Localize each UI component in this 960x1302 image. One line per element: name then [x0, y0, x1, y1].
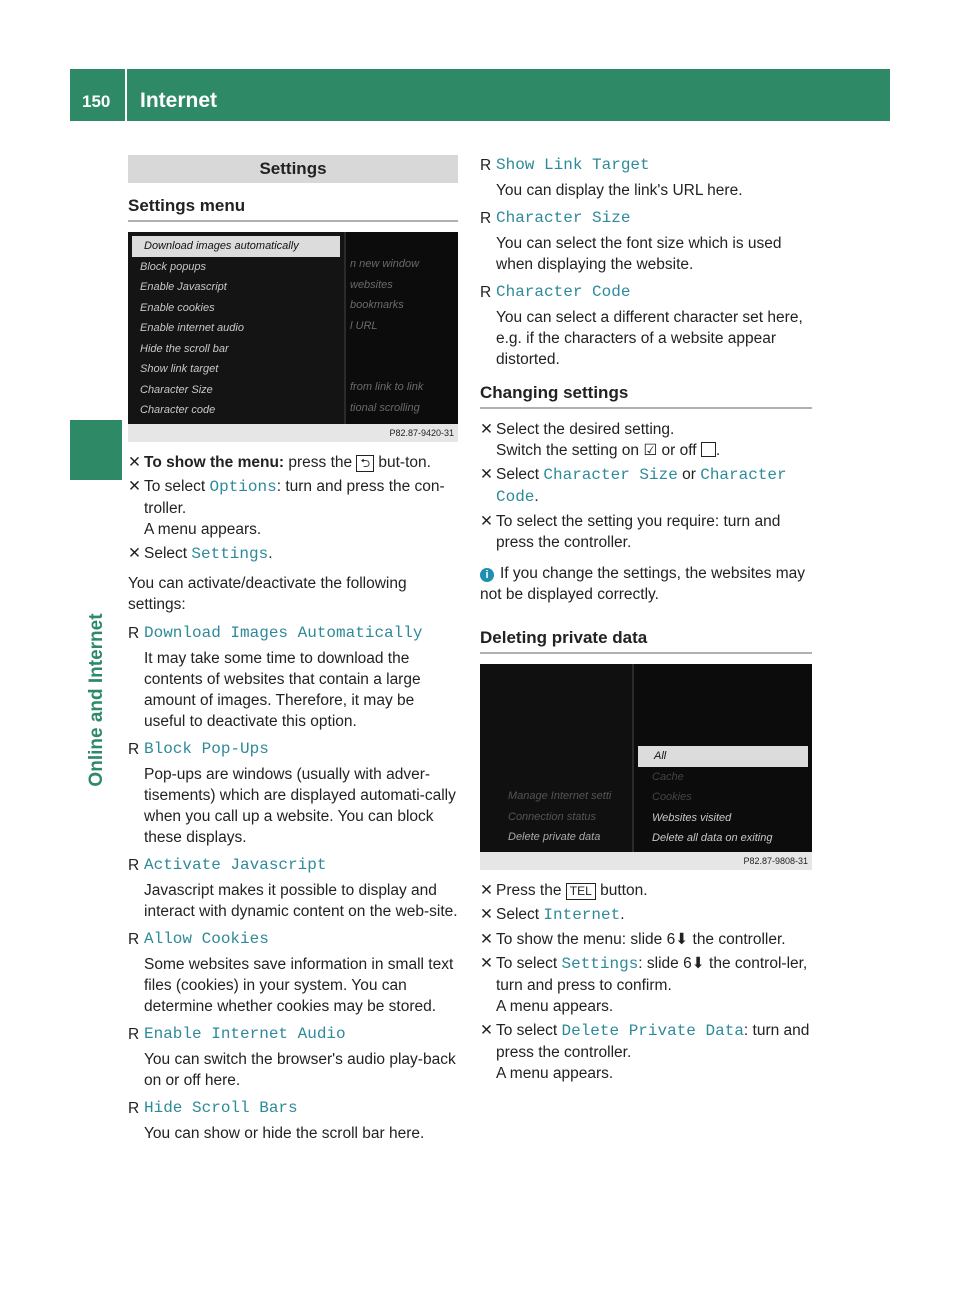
setting-bullet: R Enable Internet Audio You can switch the browser's audio play-back on or off here. — [128, 1024, 458, 1091]
deleting-data-title: Deleting private data — [480, 627, 812, 654]
step — [480, 419, 812, 461]
step-arrow-icon: ✕ — [480, 513, 493, 530]
setting-desc: You can select the font size which is used when displaying the website. — [496, 235, 782, 273]
menu-item: Block popups — [140, 260, 207, 273]
step-text: Select — [496, 466, 544, 483]
step-text: To select the setting you require: turn and press the controller. — [496, 513, 781, 551]
step — [480, 880, 812, 901]
background-menu-list — [348, 232, 458, 424]
setting-name: Show Link Target — [496, 156, 650, 174]
step-text: or off — [657, 442, 701, 459]
setting-bullet: R Hide Scroll Bars You can show or hide the scroll bar here. — [128, 1098, 458, 1144]
step-text: Switch the setting on — [496, 442, 644, 459]
background-item: l URL — [350, 319, 378, 332]
menu-code: Character Size — [543, 466, 678, 484]
step-arrow-icon: ✕ — [480, 955, 493, 972]
setting-name: Activate Javascript — [144, 856, 327, 874]
step — [128, 543, 458, 565]
menu-item: Websites visited — [652, 811, 732, 824]
setting-name: Character Code — [496, 283, 631, 301]
step-text: button. — [595, 882, 648, 899]
step — [480, 1020, 812, 1084]
step-arrow-icon: ✕ — [480, 882, 493, 899]
intro-text: You can activate/deactivate the following settings: — [128, 575, 407, 613]
setting-desc: You can select a different character set here, e.g. if the characters of a website appear distorted. — [496, 309, 803, 368]
step-text: but-ton. — [374, 454, 431, 471]
step-text: or — [677, 466, 701, 483]
setting-desc: You can switch the browser's audio play-back on or off here. — [144, 1051, 456, 1089]
background-item: from link to link — [350, 381, 424, 393]
step — [480, 929, 812, 950]
menu-item: Delete all data on exiting — [652, 832, 773, 844]
step-text: . — [715, 442, 721, 459]
step-text: : slide — [638, 955, 684, 972]
menu-code: Settings — [561, 955, 639, 973]
step-text: To select — [144, 478, 210, 495]
step-text: A menu appears. — [496, 998, 614, 1015]
step-arrow-icon: ✕ — [480, 1022, 493, 1039]
menu-item: Cookies — [652, 791, 692, 803]
step-text: press the — [284, 454, 357, 471]
page-title: Internet — [140, 89, 218, 112]
step-arrow-icon: ✕ — [128, 478, 141, 495]
side-chapter-label: Online and Internet — [86, 613, 107, 787]
step — [480, 904, 812, 926]
step-text: the control-ler, turn and press to confirm. — [496, 955, 808, 994]
menu-code: Delete Private Data — [561, 1022, 744, 1040]
setting-bullet: R Show Link Target You can display the link's URL here. — [480, 155, 812, 201]
setting-bullet: R Character Size You can select the font size which is used when displaying the website. — [480, 208, 812, 275]
setting-desc: You can show or hide the scroll bar here. — [144, 1125, 425, 1142]
step-arrow-icon: ✕ — [480, 906, 493, 923]
step-text: A menu appears. — [144, 521, 262, 538]
step-text: To select — [496, 1022, 562, 1039]
menu-item: Manage Internet setti — [508, 790, 612, 802]
background-item: websites — [350, 278, 393, 291]
setting-desc: You can display the link's URL here. — [496, 182, 743, 199]
back-key-icon: ⮌ — [356, 455, 374, 472]
controller-slide-icon: 6⬇ — [683, 955, 705, 972]
checked-box-icon: ☑ — [643, 442, 658, 459]
menu-item: Hide the scroll bar — [140, 342, 229, 355]
unchecked-box-icon — [701, 442, 716, 457]
menu-item: Enable internet audio — [140, 322, 244, 334]
section-title: Settings — [128, 155, 458, 183]
menu-item: Enable cookies — [140, 301, 215, 314]
setting-name: Allow Cookies — [144, 930, 269, 948]
step-text: Select — [144, 545, 192, 562]
background-item: bookmarks — [350, 299, 404, 311]
setting-name: Enable Internet Audio — [144, 1025, 346, 1043]
left-menu-panel — [480, 664, 634, 852]
setting-desc: It may take some time to download the contents of websites that contain a large amount of images. Therefore, it may be useful to deactivate this option. — [144, 650, 421, 730]
step-text: To select — [496, 955, 562, 972]
step-arrow-icon: ✕ — [480, 466, 493, 483]
changing-settings-title: Changing settings — [480, 382, 812, 409]
settings-menu-list — [128, 232, 346, 424]
step — [128, 452, 458, 473]
setting-name: Download Images Automatically — [144, 624, 423, 642]
image-caption: P82.87-9808-31 — [480, 852, 812, 870]
step-arrow-icon: ✕ — [480, 421, 493, 438]
step-text: . — [268, 545, 273, 562]
menu-item: All — [638, 746, 808, 767]
setting-name: Character Size — [496, 209, 631, 227]
menu-item: Delete private data — [508, 831, 601, 843]
step-text: Select — [496, 906, 544, 923]
step-text: To show the menu: slide — [496, 931, 667, 948]
delete-private-data-screenshot — [480, 664, 812, 870]
step-text: . — [534, 488, 539, 505]
tel-key-icon: TEL — [566, 883, 596, 900]
setting-desc: Javascript makes it possible to display and interact with dynamic content on the web-site. — [144, 882, 458, 920]
menu-item: Show link target — [140, 363, 219, 375]
side-tab — [70, 420, 122, 480]
info-note — [480, 563, 812, 605]
setting-desc: Pop-ups are windows (usually with adver-tisements) which are displayed automati-cally when you call up a website. You can block these displays. — [144, 766, 456, 846]
background-item: n new window — [350, 258, 420, 270]
step-arrow-icon: ✕ — [480, 931, 493, 948]
menu-item: Cache — [652, 770, 684, 783]
setting-name: Block Pop-Ups — [144, 740, 269, 758]
step-arrow-icon: ✕ — [128, 545, 141, 562]
background-item — [348, 336, 458, 357]
menu-code: Options — [209, 478, 277, 496]
info-text: If you change the settings, the websites may not be displayed correctly. — [480, 565, 806, 603]
setting-bullet: R Block Pop-Ups Pop-ups are windows (usually with adver-tisements) which are displayed automati-cally when you call up a website. You can block these displays. — [128, 739, 458, 848]
step-text: the controller. — [688, 931, 786, 948]
page-number: 150 — [82, 92, 111, 111]
setting-name: Hide Scroll Bars — [144, 1099, 298, 1117]
right-menu-panel — [634, 664, 812, 852]
menu-code: Settings — [191, 545, 269, 563]
info-icon: i — [480, 568, 494, 582]
step-text: Press the — [496, 882, 566, 899]
settings-menu-screenshot — [128, 232, 458, 442]
controller-slide-icon: 6⬇ — [666, 931, 689, 948]
step-text: : turn and press the con-troller. — [144, 478, 445, 517]
setting-bullet: R Activate Javascript Javascript makes it possible to display and interact with dynamic content on the web-site. — [128, 856, 458, 920]
background-item: tional scrolling — [350, 401, 420, 414]
setting-desc: Some websites save information in small text files (cookies) in your system. You can determine whether cookies may be stored. — [144, 956, 454, 1015]
header-divider — [125, 69, 127, 121]
menu-item: Enable Javascript — [140, 281, 227, 293]
subsection-title: Settings menu — [128, 195, 458, 222]
setting-bullet: R Character Code You can select a different character set here, e.g. if the characters of a website appear distorted. — [480, 282, 812, 370]
step — [128, 476, 458, 540]
menu-code: Character Code — [496, 466, 787, 506]
menu-item: Download images automatically — [132, 236, 340, 257]
setting-bullet: R Allow Cookies Some websites save information in small text files (cookies) in your system. You can determine whether cookies may be stored. — [128, 929, 458, 1017]
step — [480, 464, 812, 508]
menu-item: Character Size — [140, 383, 213, 396]
step — [480, 953, 812, 1017]
step-text: . — [620, 906, 625, 923]
setting-bullet: R Download Images Automatically It may take some time to download the contents of websites that contain a large amount of images. Therefore, it may be useful to deactivate this option. — [128, 623, 458, 732]
left-column — [128, 150, 458, 1144]
step-text: A menu appears. — [496, 1065, 614, 1082]
menu-item: Character code — [140, 404, 216, 416]
step-text: : turn and press the controller. — [496, 1022, 810, 1061]
right-column — [480, 150, 812, 1087]
background-item — [348, 357, 458, 378]
image-caption: P82.87-9420-31 — [128, 424, 458, 442]
step — [480, 511, 812, 553]
step-arrow-icon: ✕ — [128, 454, 141, 471]
step-text: Select the desired setting. — [496, 421, 675, 438]
menu-item: Connection status — [508, 810, 597, 823]
step-bold: To show the menu: — [144, 454, 285, 471]
menu-code: Internet — [543, 906, 621, 924]
